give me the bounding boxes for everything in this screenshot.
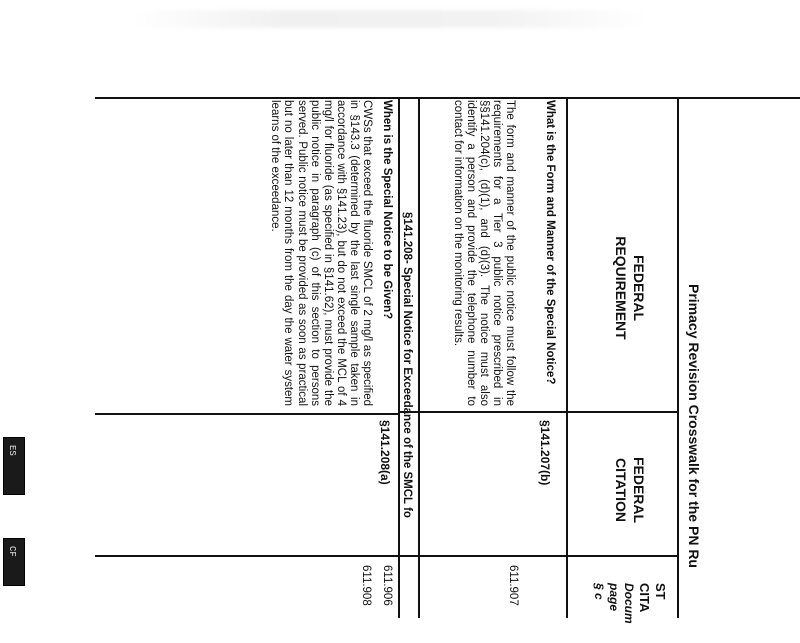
margin-tab-label-1: ES [7, 445, 17, 456]
section-line-bottom [398, 97, 400, 618]
scan-shadow [130, 10, 650, 28]
header-bottom-line [566, 97, 568, 618]
row2-text: CWSs that exceed the fluoride SMCL of 2 mg/l as specified in §143.3 (determined by the last single sample taken in accordance with §141.23), but do not exceed the MCL of 4 mg/l for fluoride (as specified in §141.62), must provide the public notice in paragraph (c) of this section to persons served. Public notice must be provided as soon as practical but no later than 12 months from the day the water system learns of the exceedance. [269, 100, 373, 406]
state-citation-header-line3: Docum [622, 583, 636, 624]
state-citation-header-line2: CITA [637, 583, 652, 613]
federal-requirement-header-line2: REQUIREMENT [613, 236, 629, 340]
federal-citation-header-line2: CITATION [613, 457, 629, 523]
state-citation-header [591, 583, 668, 643]
federal-citation-header-line1: FEDERAL [631, 456, 647, 524]
row1-text: The form and manner of the public notice must follow the requirements for a Tier 3 public notice prescribed in §§141.204(c), (d)(1), and (d)(3). The notice must also identify a person and provide the telephone number to contact for information on the monitoring results. [451, 100, 516, 406]
state-citation-header-line4: page [607, 583, 621, 612]
table-top-border [95, 97, 800, 99]
section-line-top [418, 97, 420, 618]
federal-requirement-header-line1: FEDERAL [631, 254, 647, 322]
margin-tab-label-2: CF [7, 546, 17, 557]
col-divider-1b [95, 413, 400, 415]
col-divider-2 [95, 555, 678, 557]
federal-citation-header [612, 440, 648, 540]
row1-federal-citation: §141.207(b) [538, 420, 552, 486]
document-title: Primacy Revision Crosswalk for the PN Ru [686, 284, 702, 568]
row2-question: When is the Special Notice to be Given? [381, 100, 393, 320]
row2-state-citation-2: 611.908 [360, 565, 372, 606]
section-141-208-header: §141.208- Special Notice for Exceedance of the SMCL fo [401, 212, 413, 518]
row1-question: What is the Form and Manner of the Special Notice? [544, 100, 556, 385]
row2-federal-citation: §141.208(a) [378, 420, 392, 485]
state-citation-header-line5: § c [592, 583, 606, 600]
row2-state-citation-1: 611.906 [381, 565, 393, 606]
state-citation-header-line1: ST [653, 583, 668, 600]
federal-requirement-header [612, 228, 648, 348]
row1-state-citation: 611.907 [507, 565, 519, 606]
col-divider-1 [400, 411, 678, 413]
title-bar-line [677, 97, 679, 618]
